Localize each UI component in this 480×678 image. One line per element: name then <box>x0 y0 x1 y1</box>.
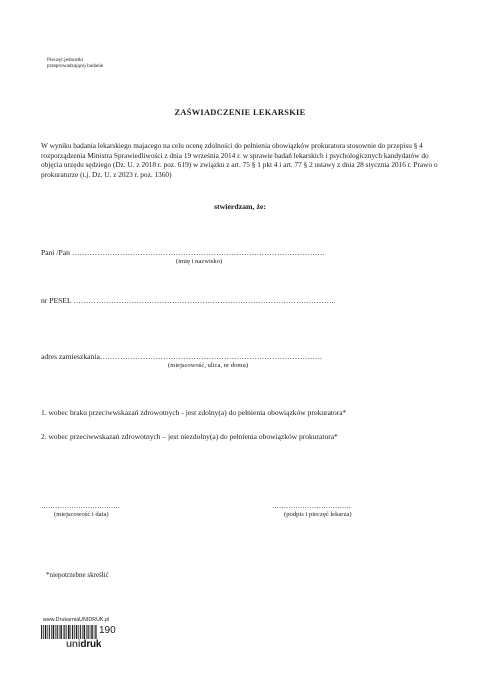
doctor-signature-hint: (podpis i pieczęć lekarza) <box>284 511 352 518</box>
form-number: 190 <box>99 625 116 636</box>
pesel-dots: ………………………………………………………………………………………….. <box>73 296 336 305</box>
barcode-icon <box>41 625 97 639</box>
name-hint: (imię i nazwisko) <box>176 258 223 265</box>
footnote: *niepotrzebne skreślić <box>46 571 109 579</box>
pesel-label: nr PESEL <box>41 296 72 305</box>
brand-uni: uni <box>66 639 81 650</box>
option-fit[interactable]: 1. wobec braku przeciwwskazań zdrowotnych - jest zdolny(a) do pełnienia obowiązków prokuratora* <box>41 408 347 417</box>
unidruk-logo <box>66 639 101 650</box>
document-title: ZAŚWIADCZENIE LEKARSKIE <box>174 108 306 117</box>
address-field[interactable] <box>41 352 322 361</box>
doctor-signature-dots[interactable]: ……………………………. <box>272 502 351 510</box>
pesel-field[interactable] <box>41 296 335 305</box>
address-label: adres zamieszkania <box>41 352 100 361</box>
stamp-line-2: przeprowadzającej badanie <box>47 63 104 70</box>
printer-url: www.DrukarniaUNIDRUK.pl <box>43 617 110 623</box>
address-hint: (miejscowość, ulica, nr domu) <box>168 362 249 369</box>
address-dots: ……………………………………………………………………………. <box>99 352 322 361</box>
option-unfit[interactable]: 2. wobec przeciwwskazań zdrowotnych – jest niezdolny(a) do pełnienia obowiązków prokuratora* <box>41 432 338 441</box>
stamp-placeholder <box>47 57 127 70</box>
stamp-line-1: Pieczęć jednostki <box>47 57 84 63</box>
stwierdzam-heading: stwierdzam, że: <box>214 202 266 211</box>
intro-paragraph: W wyniku badania lekarskiego majacego na celu ocenę zdolności do pełnienia obowiązków prokuratora stosownie do przepisu § 4 rozporządzenia Ministra Sprawiedliwości z dnia 19 września 2014 r. w sprawie badań lekarskich i psychologicznych kandydatów do objęcia urzędu sędziego (Dz. U. z 2018 r. poz. 619) w związku z art. 75 § 1 pkt 4 i art. 77 § 2 ustawy z dnia 28 stycznia 2016 r. Prawo o prokuraturze (t.j. Dz. U. z 2023 r. poz. 1360) <box>41 141 438 179</box>
brand-druk: druk <box>80 639 102 650</box>
place-date-hint: (miejscowość i data) <box>54 511 109 518</box>
name-field[interactable] <box>41 248 324 257</box>
place-date-dots[interactable]: ……………………………. <box>41 502 120 510</box>
name-dots: ………………………………………………………………………………………. <box>71 248 325 257</box>
name-label: Pani /Pan <box>41 248 70 257</box>
